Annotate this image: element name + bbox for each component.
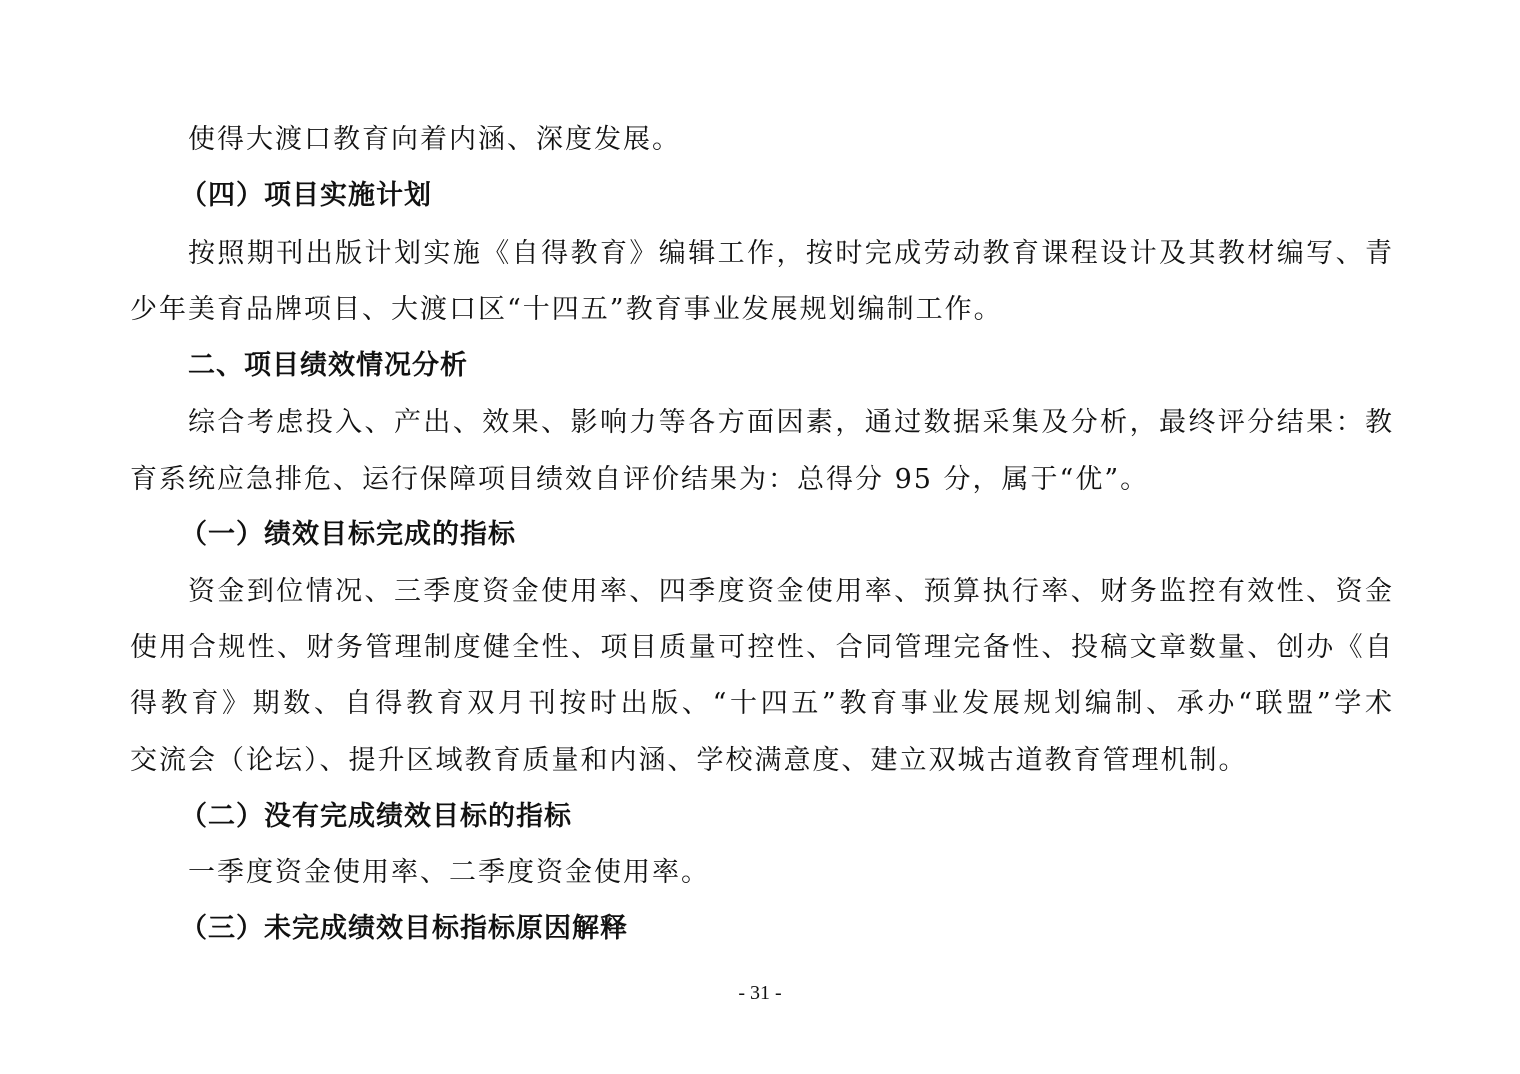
section-heading: 二、项目绩效情况分析	[188, 350, 468, 381]
paragraph-line: 资金到位情况、三季度资金使用率、四季度资金使用率、预算执行率、财务监控有效性、资金	[188, 576, 1392, 607]
page-number: - 31 -	[738, 982, 782, 1004]
section-heading: （四）项目实施计划	[180, 180, 432, 211]
paragraph-line: 少年美育品牌项目、大渡口区“十四五”教育事业发展规划编制工作。	[130, 294, 1003, 325]
section-heading: （三）未完成绩效目标指标原因解释	[180, 913, 628, 944]
paragraph-line: 得教育》期数、自得教育双月刊按时出版、“十四五”教育事业发展规划编制、承办“联盟”学术	[130, 688, 1392, 719]
paragraph-line: 一季度资金使用率、二季度资金使用率。	[188, 857, 710, 888]
section-heading: （一）绩效目标完成的指标	[180, 519, 516, 550]
paragraph-line: 使用合规性、财务管理制度健全性、项目质量可控性、合同管理完备性、投稿文章数量、创办《自	[130, 632, 1392, 663]
paragraph-line: 综合考虑投入、产出、效果、影响力等各方面因素，通过数据采集及分析，最终评分结果：教	[188, 407, 1392, 438]
paragraph-line: 育系统应急排危、运行保障项目绩效自评价结果为：总得分 95 分，属于“优”。	[130, 464, 1150, 495]
paragraph-line: 交流会（论坛）、提升区域教育质量和内涵、学校满意度、建立双城古道教育管理机制。	[130, 745, 1248, 776]
section-heading: （二）没有完成绩效目标的指标	[180, 801, 572, 832]
paragraph-line: 按照期刊出版计划实施《自得教育》编辑工作，按时完成劳动教育课程设计及其教材编写、青	[188, 238, 1392, 269]
paragraph-line: 使得大渡口教育向着内涵、深度发展。	[188, 124, 681, 155]
